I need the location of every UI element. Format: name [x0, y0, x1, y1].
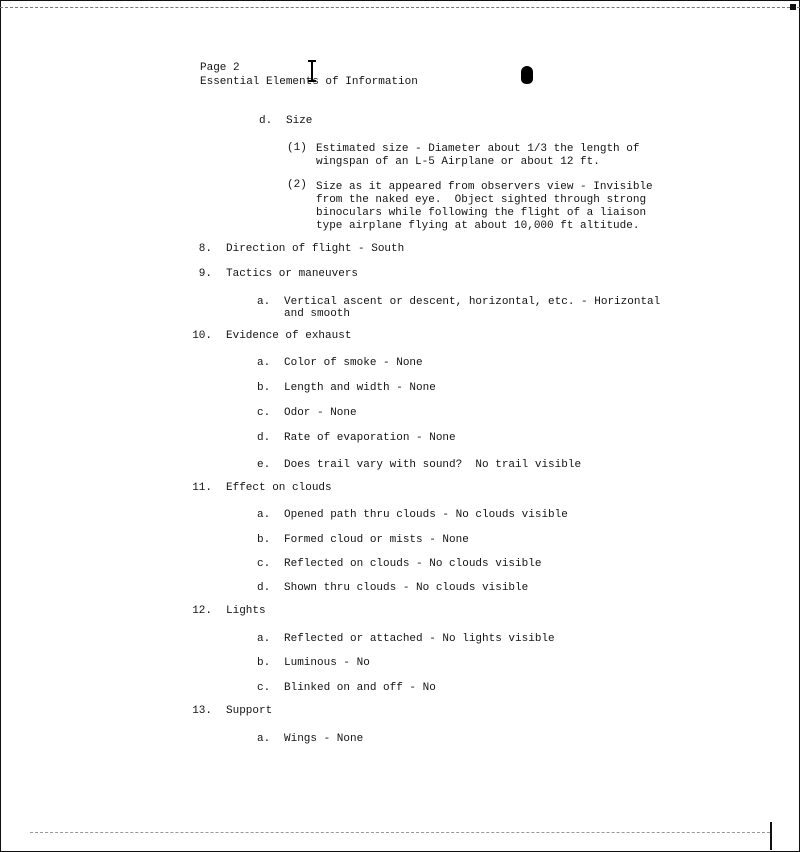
edge-mark — [770, 822, 772, 850]
item-text: Length and width - None — [284, 382, 436, 394]
size-item-num: (2) — [287, 179, 307, 191]
section-number: 9. — [198, 268, 212, 280]
item-text: Rate of evaporation - None — [284, 432, 456, 444]
size-item-line: wingspan of an L-5 Airplane or about 12 ft. — [316, 156, 600, 168]
page-number: Page 2 — [200, 62, 240, 74]
item-label: a. — [257, 296, 271, 308]
item-text: and smooth — [284, 308, 351, 320]
section-title: Tactics or maneuvers — [226, 268, 359, 280]
item-text: Reflected on clouds - No clouds visible — [284, 558, 542, 570]
size-item-line: from the naked eye. Object sighted through strong — [316, 194, 647, 206]
corner-mark — [790, 4, 796, 10]
item-text: Blinked on and off - No — [284, 682, 436, 694]
item-text: Vertical ascent or descent, horizontal, etc. - Horizontal — [284, 296, 661, 308]
item-text: Formed cloud or mists - None — [284, 534, 469, 546]
section-number: 10. — [192, 330, 212, 342]
size-item-num: (1) — [287, 142, 307, 154]
item-label: c. — [257, 407, 271, 419]
size-label: d. — [259, 115, 273, 127]
section-title: Lights — [226, 605, 266, 617]
item-text: Does trail vary with sound? No trail visible — [284, 459, 582, 471]
size-item-line: binoculars while following the flight of a liaison — [316, 207, 647, 219]
bottom-rule — [30, 832, 770, 833]
size-title: Size — [286, 115, 313, 127]
item-label: a. — [257, 509, 271, 521]
section-number: 12. — [192, 605, 212, 617]
section-title: Support — [226, 705, 273, 717]
item-text: Reflected or attached - No lights visible — [284, 633, 555, 645]
item-label: a. — [257, 357, 271, 369]
item-text: Opened path thru clouds - No clouds visible — [284, 509, 568, 521]
size-item-line: Estimated size - Diameter about 1/3 the length of — [316, 143, 640, 155]
document-title: Essential Elements of Information — [200, 76, 418, 88]
section-number: 13. — [192, 705, 212, 717]
item-label: a. — [257, 733, 271, 745]
item-label: b. — [257, 382, 271, 394]
item-label: d. — [257, 582, 271, 594]
item-text: Odor - None — [284, 407, 357, 419]
size-item-line: type airplane flying at about 10,000 ft altitude. — [316, 220, 640, 232]
section-number: 11. — [192, 482, 212, 494]
item-label: c. — [257, 558, 271, 570]
top-rule — [0, 7, 800, 8]
section-title: Direction of flight - South — [226, 243, 405, 255]
item-label: b. — [257, 534, 271, 546]
ink-blot — [521, 66, 533, 84]
item-label: b. — [257, 657, 271, 669]
item-label: a. — [257, 633, 271, 645]
item-text: Shown thru clouds - No clouds visible — [284, 582, 529, 594]
item-label: e. — [257, 459, 271, 471]
size-item-line: Size as it appeared from observers view - Invisible — [316, 181, 653, 193]
section-title: Effect on clouds — [226, 482, 332, 494]
section-number: 8. — [198, 243, 212, 255]
item-label: d. — [257, 432, 271, 444]
item-label: c. — [257, 682, 271, 694]
item-text: Wings - None — [284, 733, 364, 745]
item-text: Luminous - No — [284, 657, 370, 669]
item-text: Color of smoke - None — [284, 357, 423, 369]
section-title: Evidence of exhaust — [226, 330, 352, 342]
